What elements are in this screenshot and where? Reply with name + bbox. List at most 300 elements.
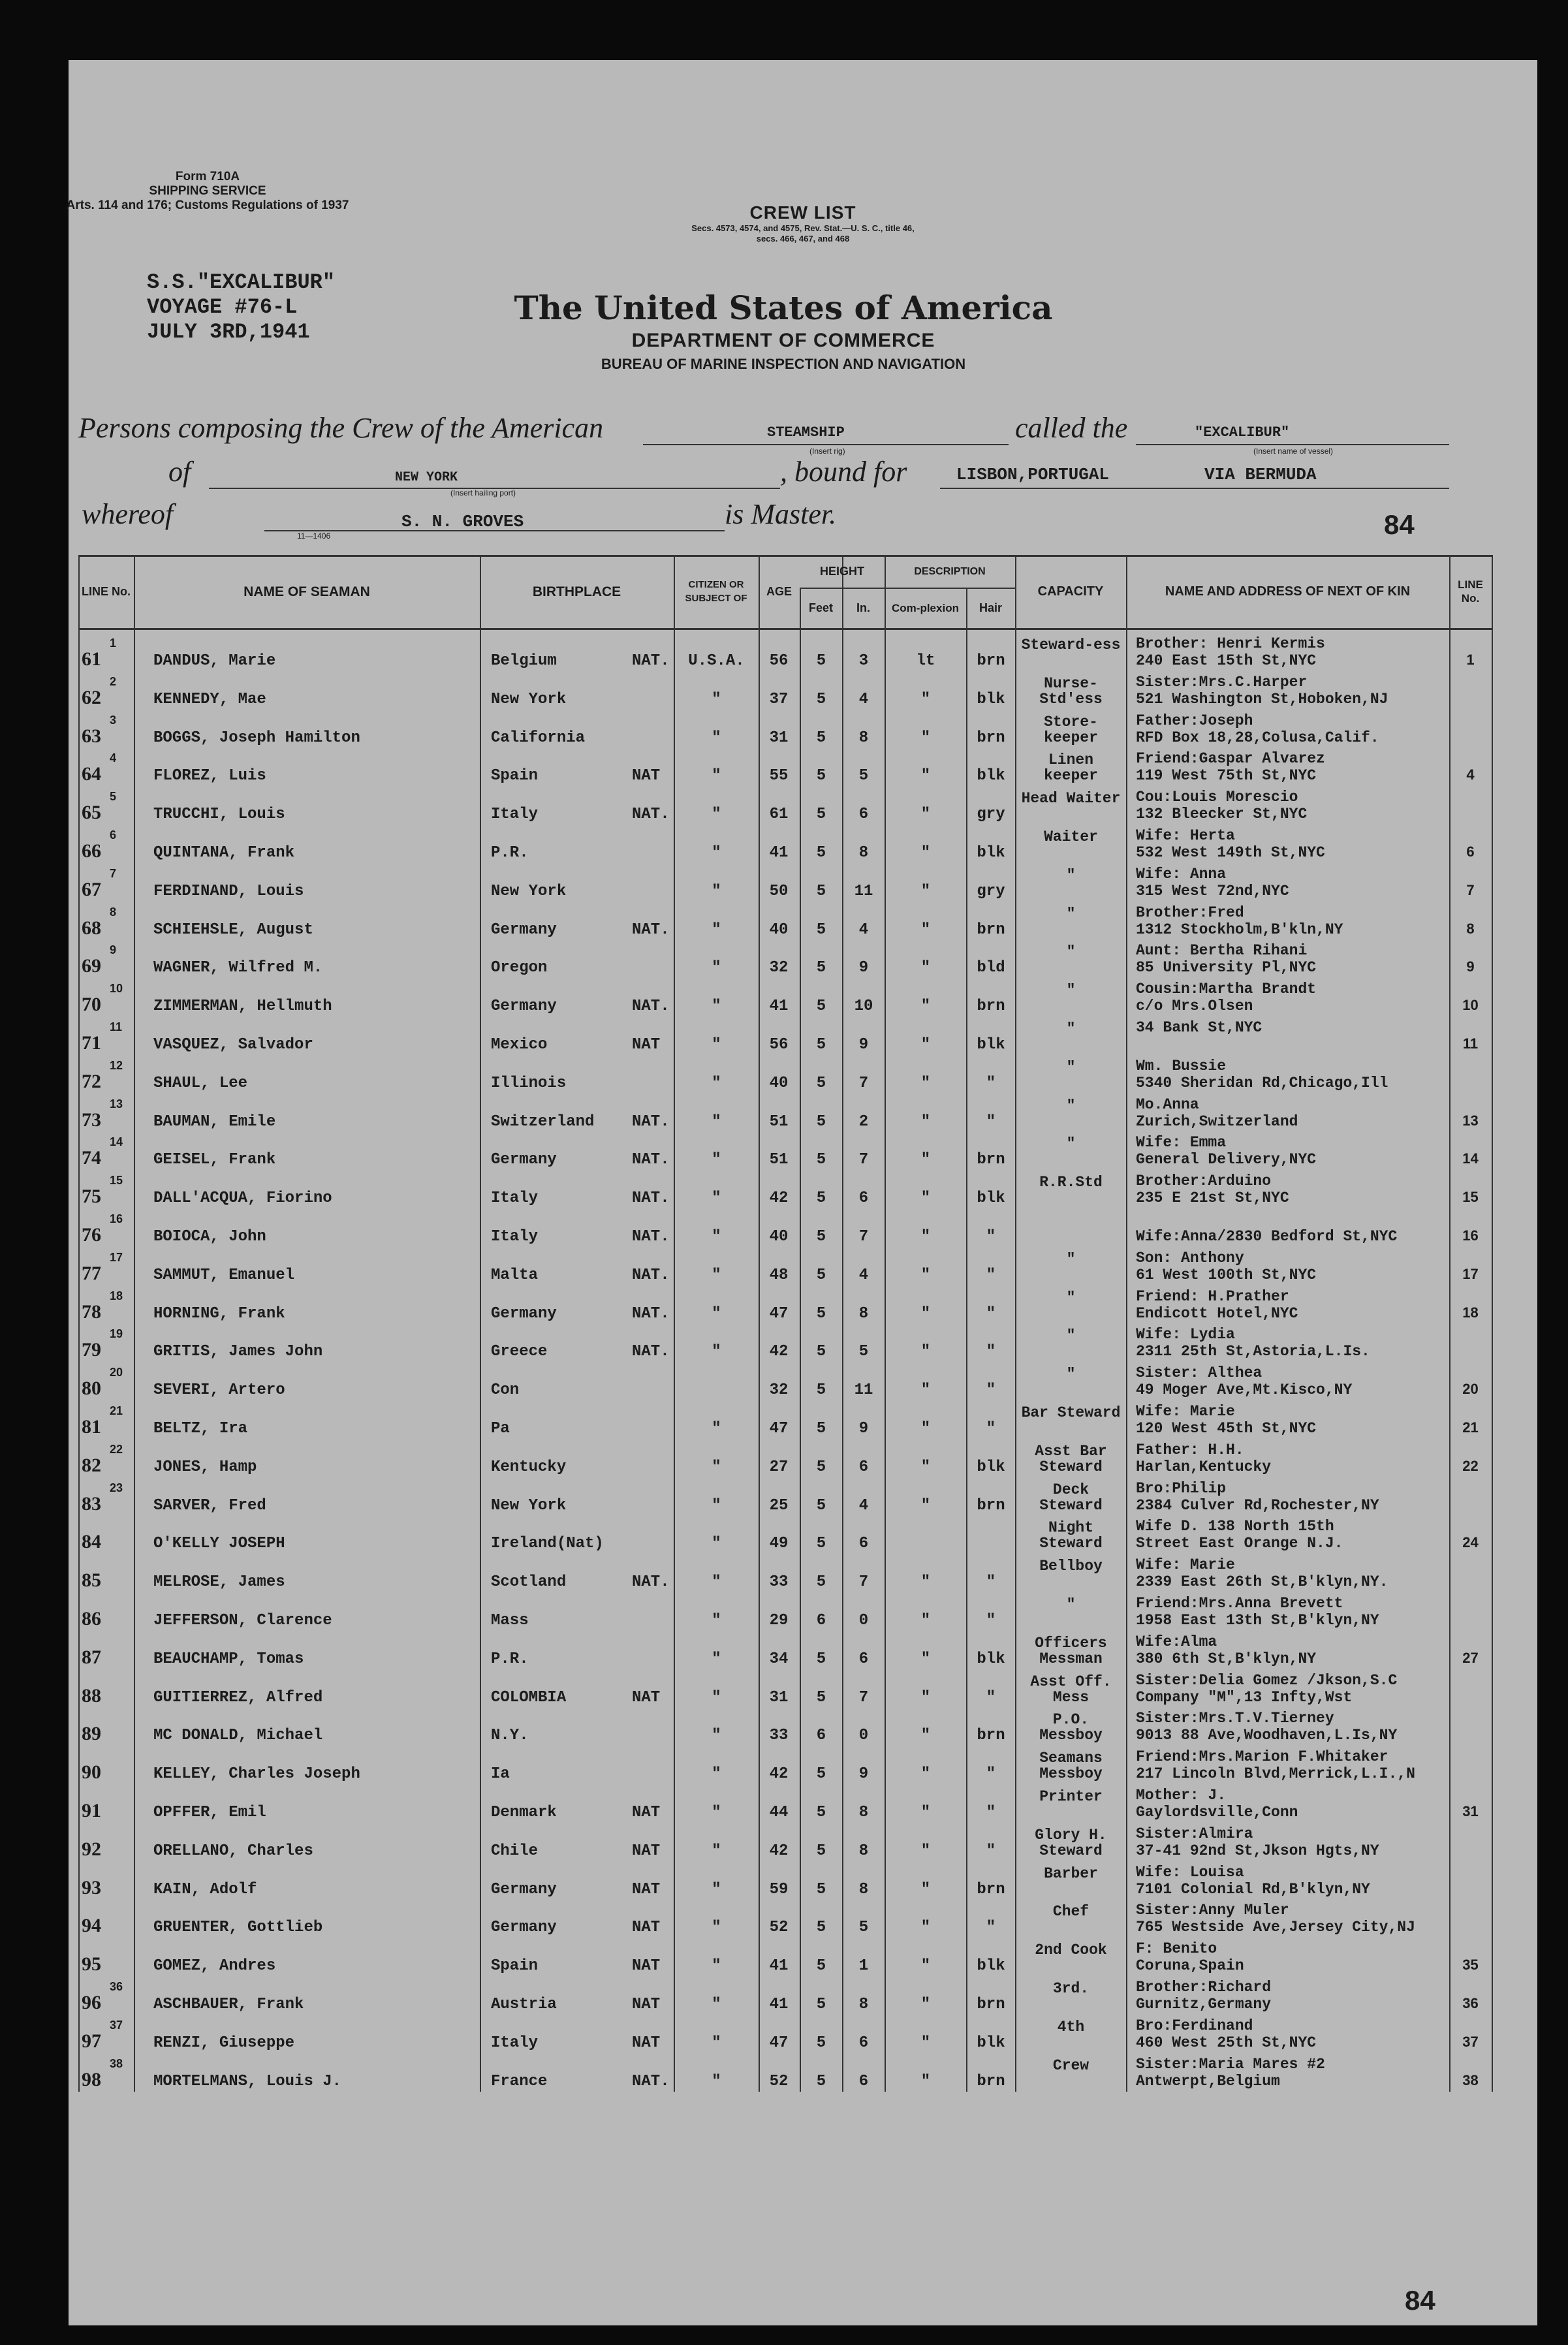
capacity: Barber [1044,1865,1098,1882]
print-code: 11—1406 [297,531,331,541]
birthplace: Switzerland [491,1112,595,1131]
height-inches: 1 [858,1957,869,1975]
next-of-kin-address: 2384 Culver Rd,Rochester,NY [1136,1496,1379,1514]
birthplace: Pa [491,1420,510,1438]
height-feet: 6 [816,1612,826,1629]
age: 47 [769,1420,789,1438]
seaman-name: BAUMAN, Emile [153,1112,276,1131]
crew-list-title: CREW LIST [749,202,856,223]
height-feet: 5 [816,729,826,747]
birthplace: Ia [491,1765,510,1784]
citizenship: " [712,1804,721,1821]
seaman-name: BEAUCHAMP, Tomas [153,1650,304,1668]
birthplace: Malta [491,1266,539,1284]
column-rule [885,555,886,2092]
hair: blk [977,1458,1005,1476]
birthplace: COLOMBIA [491,1688,567,1707]
next-of-kin-name: Wm. Bussie [1136,1057,1227,1075]
hair: " [986,1304,996,1323]
seaman-name: FERDINAND, Louis [153,882,304,900]
height-feet: 5 [816,998,826,1016]
naturalized-mark: NAT [632,1996,661,2013]
complexion: " [920,1650,931,1668]
seaman-name: MORTELMANS, Louis J. [153,2072,342,2090]
next-of-kin-address: 240 East 15th St,NYC [1136,652,1317,669]
capacity: P.O. Messboy [1039,1711,1103,1744]
height-inches: 8 [858,1996,869,2013]
capacity: " [1066,1250,1076,1268]
seaman-name: GUITIERREZ, Alfred [153,1688,323,1707]
naturalized-mark: NAT [632,1957,661,1975]
preamble-line-1: Persons composing the Crew of the American [78,412,604,444]
sheet-line-number: 88 [82,1684,101,1707]
complexion: " [920,1112,931,1131]
seaman-name: KAIN, Adolf [153,1880,257,1898]
citizenship: " [712,1880,721,1898]
next-of-kin-name: Brother:Fred [1136,904,1244,921]
right-line-number: 31 [1462,1803,1479,1819]
complexion: lt [916,652,935,670]
line-number: 37 [110,2018,123,2032]
page-number-bottom: 84 [1405,2285,1435,2316]
complexion: " [920,1688,931,1707]
next-of-kin-name: Wife D. 138 North 15th [1136,1518,1334,1535]
line-number: 18 [110,1289,123,1302]
complexion: " [920,1074,931,1092]
seaman-name: WAGNER, Wilfred M. [153,959,323,977]
age: 56 [769,1036,789,1054]
next-of-kin-name: Bro:Philip [1136,1479,1227,1497]
seaman-name: BOIOCA, John [153,1228,266,1246]
right-line-number: 11 [1462,1035,1479,1052]
age: 27 [769,1458,789,1476]
hair: " [986,1343,996,1361]
age: 42 [769,1765,789,1784]
line-number: 3 [110,713,117,727]
height-feet: 5 [816,1112,826,1131]
height-inches: 9 [858,959,869,977]
complexion: " [920,1266,931,1284]
age: 49 [769,1535,789,1553]
height-inches: 6 [858,806,869,824]
birthplace: Italy [491,1189,539,1208]
header-age: AGE [766,584,792,598]
hair: brn [977,1880,1005,1898]
column-rule [1126,555,1127,2092]
birthplace: New York [491,690,567,708]
complexion: " [920,1880,931,1898]
line-number: 12 [110,1058,123,1072]
next-of-kin-address: Harlan,Kentucky [1136,1458,1272,1475]
birthplace: Denmark [491,1804,557,1821]
age: 48 [769,1266,789,1284]
citizenship: " [712,1535,721,1553]
complexion: " [920,1151,931,1169]
home-port: NEW YORK [395,470,458,485]
birthplace: Spain [491,767,539,785]
naturalized-mark: NAT [632,1804,661,1821]
sheet-line-number: 69 [82,955,101,977]
height-feet: 5 [816,1151,826,1169]
next-of-kin-address: Antwerpt,Belgium [1136,2072,1280,2090]
sheet-line-number: 76 [82,1224,101,1246]
hair: " [986,1919,996,1937]
naturalized-mark: NAT [632,1919,661,1937]
capacity: 3rd. [1052,1980,1090,1997]
header-bottom-rule [78,628,1492,630]
seaman-name: JEFFERSON, Clarence [153,1612,332,1629]
right-line-number: 14 [1462,1150,1479,1167]
complexion: " [920,690,931,708]
complexion: " [920,1381,931,1400]
birthplace: Belgium [491,652,557,670]
capacity: " [1066,866,1076,884]
height-inches: 3 [858,652,869,670]
complexion: " [920,1343,931,1361]
height-inches: 5 [858,1343,869,1361]
height-inches: 7 [858,1688,869,1707]
next-of-kin-name: Brother:Arduino [1136,1172,1272,1190]
hair: brn [977,1727,1005,1745]
sheet-line-number: 62 [82,686,101,708]
height-inches: 11 [854,882,873,900]
citizenship: " [712,806,721,824]
birthplace: Chile [491,1842,539,1860]
height-inches: 6 [858,1458,869,1476]
next-of-kin-address: 61 West 100th St,NYC [1136,1266,1317,1283]
line-number: 9 [110,943,117,957]
capacity: Asst Bar Steward [1035,1442,1107,1475]
height-inches: 6 [858,1650,869,1668]
next-of-kin-name: Cou:Louis Morescio [1136,789,1298,806]
hair: brn [977,2072,1005,2090]
hair: brn [977,729,1005,747]
hair: " [986,1765,996,1784]
next-of-kin-address: Gaylordsville,Conn [1136,1804,1298,1821]
citizenship: " [712,998,721,1016]
sheet-line-number: 74 [82,1147,101,1169]
birthplace: N.Y. [491,1727,529,1745]
birthplace: P.R. [491,844,529,862]
seaman-name: MC DONALD, Michael [153,1727,323,1745]
next-of-kin-address: 119 West 75th St,NYC [1136,767,1317,785]
capacity: " [1066,1020,1076,1037]
sheet-line-number: 70 [82,994,101,1016]
age: 41 [769,1957,789,1975]
birthplace: Germany [491,921,557,939]
hair: blk [977,1957,1005,1975]
sheet-line-number: 79 [82,1339,101,1361]
birthplace: Germany [491,1880,557,1898]
capacity: Waiter [1044,828,1098,845]
complexion: " [920,1573,931,1592]
seaman-name: KENNEDY, Mae [153,690,266,708]
via-route: VIA BERMUDA [1204,465,1317,484]
capacity: " [1066,1058,1076,1076]
complexion: " [920,1957,931,1975]
height-inches: 5 [858,1919,869,1937]
naturalized-mark: NAT. [632,1112,670,1131]
seaman-name: QUINTANA, Frank [153,844,295,862]
birthplace: Mass [491,1612,529,1629]
hair: " [986,1688,996,1707]
capacity: Crew [1052,2056,1090,2074]
height-inches: 2 [858,1112,869,1131]
sheet-line-number: 84 [82,1531,101,1553]
next-of-kin-name: Sister:Mrs.T.V.Tierney [1136,1710,1334,1727]
citizenship: " [712,959,721,977]
header-complexion: Com-plexion [892,601,959,614]
seaman-name: ASCHBAUER, Frank [153,1996,304,2013]
complexion: " [920,2072,931,2090]
next-of-kin-name: F: Benito [1136,1940,1217,1958]
height-feet: 5 [816,1228,826,1246]
sheet-line-number: 96 [82,1992,101,2013]
country-title: The United States of America [514,289,1053,327]
next-of-kin-name: Sister:Maria Mares #2 [1136,2055,1325,2073]
line-number: 11 [110,1020,123,1033]
right-line-number: 4 [1466,766,1475,783]
column-rule [800,588,801,2092]
right-line-number: 22 [1462,1457,1479,1474]
height-inches: 9 [858,1420,869,1438]
next-of-kin-address: Gurnitz,Germany [1136,1996,1272,2013]
next-of-kin-address: 315 West 72nd,NYC [1136,882,1289,900]
birthplace: P.R. [491,1650,529,1668]
height-feet: 5 [816,1650,826,1668]
complexion: " [920,1228,931,1246]
citizenship: " [712,1496,721,1515]
header-birthplace: BIRTHPLACE [532,584,621,599]
sheet-line-number: 71 [82,1032,101,1054]
age: 31 [769,1688,789,1707]
naturalized-mark: NAT. [632,1343,670,1361]
hair: " [986,1074,996,1092]
hair: " [986,1842,996,1860]
age: 32 [769,1381,789,1400]
complexion: " [920,1612,931,1629]
complexion: " [920,844,931,862]
rig-value: STEAMSHIP [767,424,845,441]
height-inches: 7 [858,1151,869,1169]
sheet-line-number: 87 [82,1646,101,1668]
height-inches: 8 [858,844,869,862]
complexion: " [920,1189,931,1208]
birthplace: Italy [491,806,539,824]
capacity: Printer [1039,1788,1103,1805]
naturalized-mark: NAT [632,1688,661,1707]
hair: blk [977,767,1005,785]
height-feet: 5 [816,1420,826,1438]
hair: brn [977,1496,1005,1515]
next-of-kin-address: 49 Moger Ave,Mt.Kisco,NY [1136,1381,1353,1399]
next-of-kin-name: Sister:Delia Gomez /Jkson,S.C [1136,1671,1398,1689]
birthplace: New York [491,1496,567,1515]
whereof-label: whereof [82,498,174,530]
next-of-kin-name: Brother:Richard [1136,1979,1272,1996]
hair: bld [977,959,1005,977]
complexion: " [920,1996,931,2013]
birthplace: Ireland(Nat) [491,1535,604,1553]
naturalized-mark: NAT. [632,1573,670,1592]
birthplace: Spain [491,1957,539,1975]
sheet-line-number: 85 [82,1569,101,1592]
height-feet: 5 [816,652,826,670]
capacity: Deck Steward [1039,1481,1103,1514]
age: 40 [769,921,789,939]
seaman-name: SARVER, Fred [153,1496,266,1515]
hair: gry [977,806,1005,824]
line-number: 13 [110,1097,123,1110]
of-label: of [168,456,191,488]
capacity: " [1066,1135,1076,1153]
age: 55 [769,767,789,785]
citizenship: " [712,1957,721,1975]
height-feet: 5 [816,2072,826,2090]
next-of-kin-name: Wife: Marie [1136,1556,1235,1574]
height-inches: 4 [858,1266,869,1284]
vessel-caption: (Insert name of vessel) [1253,447,1334,456]
next-of-kin-address: 132 Bleecker St,NYC [1136,806,1308,823]
sheet-line-number: 81 [82,1416,101,1438]
citizenship: " [712,1996,721,2013]
citizenship: " [712,1074,721,1092]
sheet-line-number: 61 [82,648,101,670]
right-line-number: 17 [1462,1265,1479,1282]
citizenship: " [712,1266,721,1284]
height-feet: 5 [816,1880,826,1898]
age: 51 [769,1151,789,1169]
next-of-kin-name: Wife: Louisa [1136,1863,1244,1881]
next-of-kin-name: Father:Joseph [1136,712,1253,729]
age: 33 [769,1573,789,1592]
height-inches: 7 [858,1228,869,1246]
complexion: " [920,1804,931,1821]
crew-list-heading [588,202,1018,244]
next-of-kin-name: Friend:Mrs.Anna Brevett [1136,1595,1343,1612]
capacity: R.R.Std [1039,1174,1103,1191]
column-rule [674,555,675,2092]
next-of-kin-name: Father: H.H. [1136,1441,1244,1458]
next-of-kin-address: 460 West 25th St,NYC [1136,2034,1317,2051]
complexion: " [920,921,931,939]
seaman-name: SEVERI, Artero [153,1381,285,1400]
right-line-number: 35 [1462,1957,1479,1974]
complexion: " [920,1036,931,1054]
sheet-line-number: 68 [82,917,101,939]
line-number: 36 [110,1980,123,1993]
column-rule [842,555,843,2092]
citizenship: " [712,767,721,785]
right-line-number: 21 [1462,1419,1479,1436]
line-number: 20 [110,1366,123,1379]
capacity: " [1066,905,1076,922]
line-number: 15 [110,1174,123,1188]
height-feet: 5 [816,1458,826,1476]
naturalized-mark: NAT. [632,921,670,939]
sheet-line-number: 65 [82,802,101,824]
statute-reference-1: Secs. 4573, 4574, and 4575, Rev. Stat.—U. S. C., title 46, [691,223,915,233]
header-line-no-right: LINE No. [1458,578,1483,605]
right-line-number: 9 [1466,958,1475,975]
birthplace: New York [491,882,567,900]
next-of-kin-address: 235 E 21st St,NYC [1136,1189,1289,1207]
sheet-line-number: 86 [82,1608,101,1629]
birthplace: France [491,2072,548,2090]
sheet-line-number: 90 [82,1761,101,1784]
next-of-kin-address: 5340 Sheridan Rd,Chicago,Ill [1136,1074,1388,1092]
next-of-kin-name: Friend:Gaspar Alvarez [1136,750,1325,768]
next-of-kin-address: 1312 Stockholm,B'kln,NY [1136,921,1343,938]
right-line-number: 10 [1462,997,1479,1014]
next-of-kin-address: 521 Washington St,Hoboken,NJ [1136,690,1388,708]
citizenship: " [712,1112,721,1131]
line-number: 6 [110,828,117,842]
birthplace: Oregon [491,959,548,977]
height-feet: 5 [816,1804,826,1821]
sheet-line-number: 66 [82,840,101,862]
line-number: 5 [110,790,117,804]
citizenship: " [712,2034,721,2052]
age: 47 [769,1304,789,1323]
age: 51 [769,1112,789,1131]
citizenship: " [712,1228,721,1246]
right-line-number: 7 [1466,881,1475,898]
naturalized-mark: NAT [632,1842,661,1860]
age: 33 [769,1727,789,1745]
next-of-kin-address: 37-41 92nd St,Jkson Hgts,NY [1136,1842,1379,1859]
column-rule [1492,555,1493,2092]
next-of-kin-address: 7101 Colonial Rd,B'klyn,NY [1136,1880,1370,1898]
next-of-kin-name: Wife: Herta [1136,827,1235,844]
next-of-kin-name: Sister:Mrs.C.Harper [1136,673,1308,691]
age: 59 [769,1880,789,1898]
next-of-kin-name: Sister:Anny Muler [1136,1902,1289,1919]
form-service: SHIPPING SERVICE [149,184,266,198]
citizenship: " [712,1458,721,1476]
voyage-date: JULY 3RD,1941 [147,320,310,344]
seaman-name: ZIMMERMAN, Hellmuth [153,998,332,1016]
citizenship: " [712,1573,721,1592]
citizenship: " [712,882,721,900]
sheet-line-number: 77 [82,1262,101,1284]
birthplace: Con [491,1381,520,1400]
naturalized-mark: NAT. [632,806,670,824]
naturalized-mark: NAT. [632,1151,670,1169]
height-inches: 4 [858,1496,869,1515]
hair: blk [977,1650,1005,1668]
sheet-line-number: 63 [82,725,101,747]
seaman-name: ORELLANO, Charles [153,1842,313,1860]
column-rule [1015,555,1016,2092]
height-inches: 6 [858,2072,869,2090]
citizenship: " [712,1919,721,1937]
citizenship: " [712,1343,721,1361]
complexion: " [920,998,931,1016]
seaman-name: BOGGS, Joseph Hamilton [153,729,360,747]
next-of-kin-address: RFD Box 18,28,Colusa,Calif. [1136,729,1379,746]
statute-reference-2: secs. 466, 467, and 468 [756,234,850,244]
height-inches: 5 [858,767,869,785]
vessel-name: "EXCALIBUR" [1195,424,1290,441]
age: 52 [769,2072,789,2090]
voyage-number: VOYAGE #76-L [147,295,298,319]
age: 41 [769,998,789,1016]
hair: brn [977,1151,1005,1169]
age: 41 [769,1996,789,2013]
birthplace: California [491,729,586,747]
is-master-label: is Master. [725,498,837,530]
